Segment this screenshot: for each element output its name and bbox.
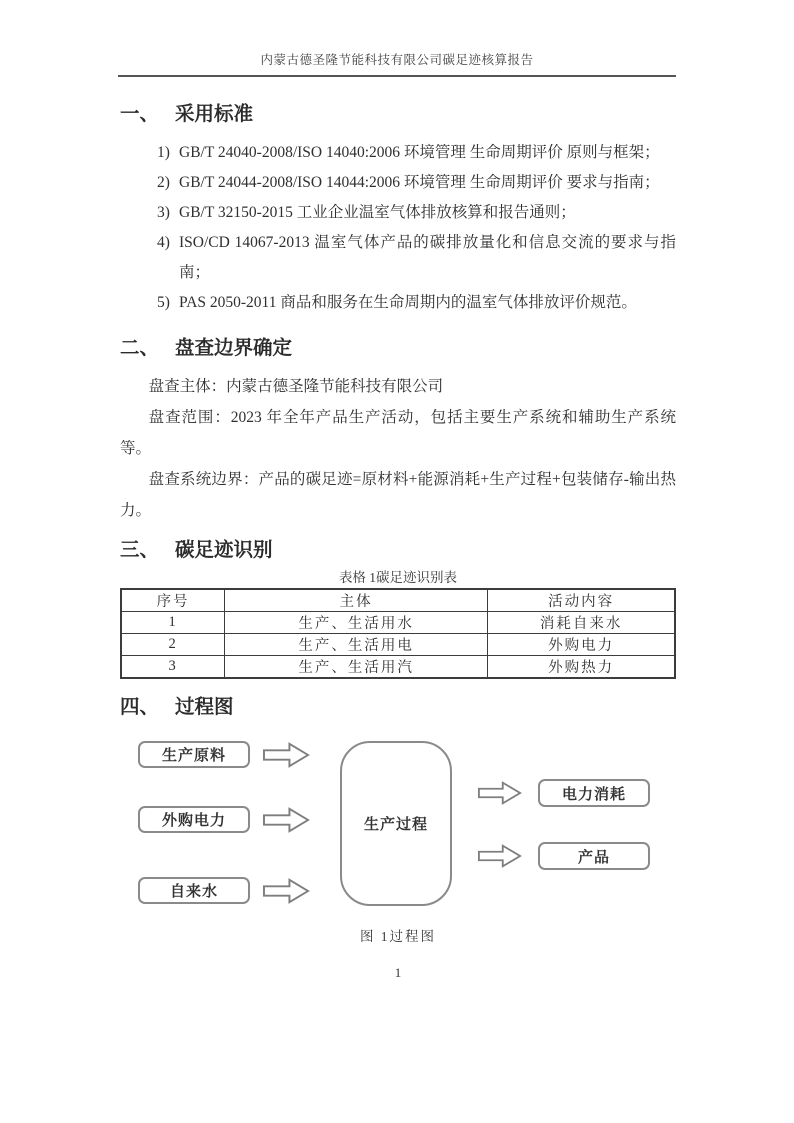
table-row (121, 634, 675, 656)
list-item-text: GB/T 24044-2008/ISO 14044:2006 环境管理 生命周期评价 要求与指南； (179, 174, 660, 191)
list-item (157, 168, 676, 198)
section-1-heading (120, 102, 676, 127)
paragraph-system-boundary: 盘查系统边界：产品的碳足迹=原材料+能源消耗+生产过程+包装储存-输出热力。 (120, 471, 676, 519)
list-item-number: 1) (157, 144, 170, 161)
section-1-title: 采用标准 (175, 103, 254, 125)
page-number: 1 (394, 965, 402, 980)
section-2-title: 盘查边界确定 (175, 337, 293, 359)
diagram-process-box: 生产过程 (340, 741, 452, 906)
flow-arrow-icon (263, 742, 310, 768)
document-content (120, 0, 676, 981)
list-item-text: PAS 2050-2011 商品和服务在生命周期内的温室气体排放评价规范。 (179, 294, 637, 311)
column-header-no: 序号 (121, 589, 225, 612)
section-4-title: 过程图 (175, 696, 234, 718)
cell-activity: 消耗自来水 (488, 612, 675, 634)
section-4-heading (120, 695, 676, 720)
list-item (157, 198, 676, 228)
figure-caption: 图 1过程图 (359, 929, 437, 944)
flow-arrow-icon (263, 807, 310, 833)
section-3-heading (120, 538, 676, 563)
diagram-output-box-electricity-consumption: 电力消耗 (538, 779, 650, 807)
cell-no: 3 (121, 656, 225, 679)
section-4-number: 四、 (120, 696, 160, 718)
cell-subject: 生产、生活用水 (225, 612, 488, 634)
list-item-number: 2) (157, 174, 170, 191)
paragraph-audit-scope: 盘查范围：2023 年全年产品生产活动，包括主要生产系统和辅助生产系统等。 (120, 409, 676, 457)
section-2-heading (120, 336, 676, 361)
diagram-input-box-raw-materials: 生产原料 (138, 741, 250, 768)
diagram-input-box-tap-water: 自来水 (138, 877, 250, 904)
list-item-text: GB/T 32150-2015 工业企业温室气体排放核算和报告通则； (179, 204, 576, 221)
list-item (157, 228, 676, 288)
diagram-input-box-purchased-electricity: 外购电力 (138, 806, 250, 833)
list-item (157, 288, 676, 318)
cell-subject: 生产、生活用电 (225, 634, 488, 656)
table-caption: 表格 1碳足迹识别表 (338, 570, 458, 585)
list-item-number: 4) (157, 234, 170, 251)
standards-list (120, 138, 676, 318)
cell-no: 2 (121, 634, 225, 656)
cell-activity: 外购热力 (488, 656, 675, 679)
section-2-number: 二、 (120, 337, 160, 359)
column-header-activity: 活动内容 (488, 589, 675, 612)
list-item-text: ISO/CD 14067-2013 温室气体产品的碳排放量化和信息交流的要求与指南； (179, 234, 676, 281)
cell-no: 1 (121, 612, 225, 634)
flow-arrow-icon (478, 781, 522, 805)
section-1-number: 一、 (120, 103, 160, 125)
list-item (157, 138, 676, 168)
section-3-title: 碳足迹识别 (175, 539, 273, 561)
flow-arrow-icon (478, 844, 522, 868)
paragraph-audit-subject: 盘查主体：内蒙古德圣隆节能科技有限公司 (148, 378, 444, 395)
section-3-number: 三、 (120, 539, 160, 561)
footprint-table (120, 588, 676, 679)
list-item-number: 5) (157, 294, 170, 311)
diagram-output-box-product: 产品 (538, 842, 650, 870)
table-row (121, 656, 675, 679)
cell-activity: 外购电力 (488, 634, 675, 656)
table-header-row (121, 589, 675, 612)
table-row (121, 612, 675, 634)
header-title: 内蒙古德圣隆节能科技有限公司碳足迹核算报告 (260, 53, 534, 67)
list-item-text: GB/T 24040-2008/ISO 14040:2006 环境管理 生命周期评价 原则与框架； (179, 144, 660, 161)
flow-arrow-icon (263, 878, 310, 904)
column-header-subject: 主体 (225, 589, 488, 612)
list-item-number: 3) (157, 204, 170, 221)
cell-subject: 生产、生活用汽 (225, 656, 488, 679)
process-diagram (120, 734, 676, 912)
